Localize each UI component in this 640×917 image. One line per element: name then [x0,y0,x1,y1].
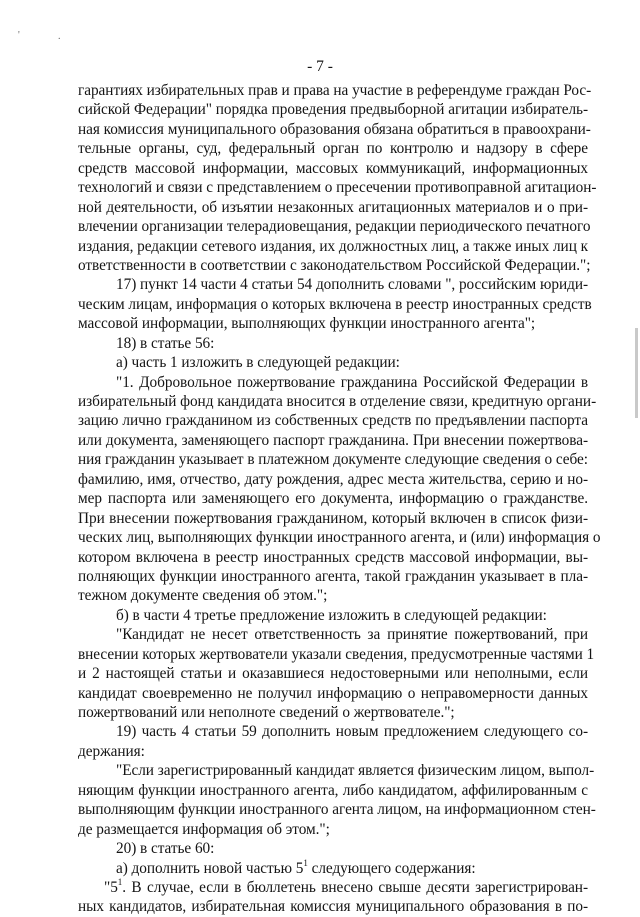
text-line-content: влечении организации телерадиовещания, редакции периодического печатного [78,218,591,236]
text-line-content: гарантиях избирательных прав и права на участие в референдуме граждан Рос- [78,82,592,99]
scan-edge-shadow [635,328,638,418]
text-line [78,664,588,683]
text-line-content: пожертвований или неполноте сведений о жертвователе."; [78,704,455,721]
text-line [78,489,588,508]
text-line-content: держания: [78,742,145,760]
text-line-content: тельные органы, суд, федеральный орган по контролю и надзору в сфере [78,140,588,158]
text-line-content: полняющих функции иностранного агента, такой гражданин указывает в пла- [78,567,588,585]
text-line [78,450,588,469]
text-line-content: 19) часть 4 статьи 59 дополнить новым предложением следующего со- [116,723,588,741]
text-line [78,275,588,294]
text-line [78,703,588,722]
body-text [78,81,601,917]
text-line-content: избирательный фонд кандидата вносится в отделение связи, кредитную органи- [78,393,597,410]
text-line [78,859,588,878]
text-line [78,411,588,430]
text-line [78,120,591,139]
superscript: 1 [303,857,308,868]
text-line-content: а) часть 1 изложить в следующей редакции: [116,354,400,372]
text-line [78,81,592,100]
text-line-content: выполняющим функции иностранного агента лицом, на информационном стен- [78,801,596,819]
text-line-content: ческим лицам, информация о которых включена в реестр иностранных средств [78,295,592,313]
text-line-content: б) в части 4 третье предложение изложить в следующей редакции: [116,606,547,624]
text-line-content: ческих лиц, выполняющих функции иностранного агента, и (или) информация о [78,529,601,547]
text-line [78,373,588,392]
text-line [78,839,588,858]
text-line-content: 18) в статье 56: [116,334,215,352]
text-line-content: или документа, заменяющего паспорт гражданина. При внесении пожертвова- [78,431,588,449]
text-line-content: няющим функции иностранного агента, либо кандидатом, аффилированным с [78,781,588,799]
text-line [78,645,595,664]
text-line [78,606,588,625]
text-line-content: массовой информации, выполняющих функции иностранного агента"; [78,315,536,333]
text-line [78,761,595,780]
text-line-content: внесении которых жертвователи указали сведения, предусмотренные частями 1 [78,645,595,663]
text-line [78,567,588,586]
text-line-continuation: . В случае, если в бюллетень внесено свыше десяти зарегистрирован- [122,878,588,896]
text-line [78,722,588,741]
text-line [78,256,591,275]
text-line-content: При внесении пожертвования гражданином, который включен в список физи- [78,509,588,527]
text-line [78,431,588,450]
text-line [78,295,592,314]
page-number: - 7 - [307,58,333,75]
text-line-content: ная комиссия муниципального образования обязана обратиться в правоохрани- [78,120,591,138]
text-line-content: "Если зарегистрированный кандидат является физическим лицом, выпол- [116,762,595,780]
text-line-content: зацию лично гражданином из собственных средств по предъявлении паспорта [78,412,588,430]
scan-mark: ' [18,30,20,41]
text-line [78,314,588,333]
text-line [78,509,588,528]
text-line [78,548,588,567]
text-line-content: фамилию, имя, отчество, дату рождения, адрес места жительства, серию и но- [78,470,588,488]
text-line [78,878,588,897]
text-line [78,217,591,236]
text-line [78,586,588,605]
text-line [78,139,588,158]
text-line-continuation: следующего содержания: [307,859,476,877]
text-line-content: ответственности в соответствии с законодательством Российской Федерации."; [78,256,591,274]
text-line [78,353,588,372]
text-line [78,528,601,547]
text-line-content: де размещается информация об этом."; [78,820,330,838]
text-line-content: ных кандидатов, избирательная комиссия муниципального образования в по- [78,898,588,916]
text-line [78,800,596,819]
text-line [78,470,588,489]
text-line-content: котором включена в реестр иностранных средств массовой информации, вы- [78,548,588,566]
text-line-content: технологий и связи с представлением о пресечении противоправной агитацион- [78,179,597,197]
superscript: 1 [117,876,123,887]
text-line-content: "Кандидат не несет ответственность за принятие пожертвований, при [116,626,588,644]
text-line [78,684,588,703]
text-line [78,100,588,119]
text-line [78,237,588,256]
text-line-content: издания, редакции сетевого издания, их должностных лиц, а также иных лиц к [78,237,588,255]
text-line [78,742,588,761]
text-line-content: ной деятельности, об изъятии незаконных агитационных материалов и о при- [78,198,588,216]
text-line-content: "1. Добровольное пожертвование гражданина Российской Федерации в [116,373,588,391]
text-line-content: ния гражданин указывает в платежном документе следующие сведения о себе: [78,451,588,469]
text-line-content: 17) пункт 14 части 4 статьи 54 дополнить словами ", российским юриди- [116,276,588,294]
text-line [78,159,588,178]
text-line [78,178,597,197]
text-line-content: и 2 настоящей статьи и оказавшиеся недостоверными или неполными, если [78,665,588,683]
scan-mark: . [58,31,61,42]
text-line [78,198,588,217]
text-line-content: мер паспорта или заменяющего его документа, информацию о гражданстве. [78,490,588,508]
text-line [78,625,588,644]
text-line [78,897,588,916]
text-line [78,820,588,839]
text-line-content: а) дополнить новой частью 5 [116,859,304,877]
text-line-content: "5 [104,878,118,896]
text-line [78,334,588,353]
text-line [78,781,588,800]
text-line [78,392,597,411]
text-line-content: тежном документе сведения об этом."; [78,587,328,605]
text-line-content: средств массовой информации, массовых коммуникаций, информационных [78,159,588,177]
text-line-content: сийской Федерации" порядка проведения предвыборной агитации избиратель- [78,101,588,119]
text-line-content: кандидат своевременно не получил информацию о неправомерности данных [78,684,588,702]
text-line-content: 20) в статье 60: [116,840,215,858]
